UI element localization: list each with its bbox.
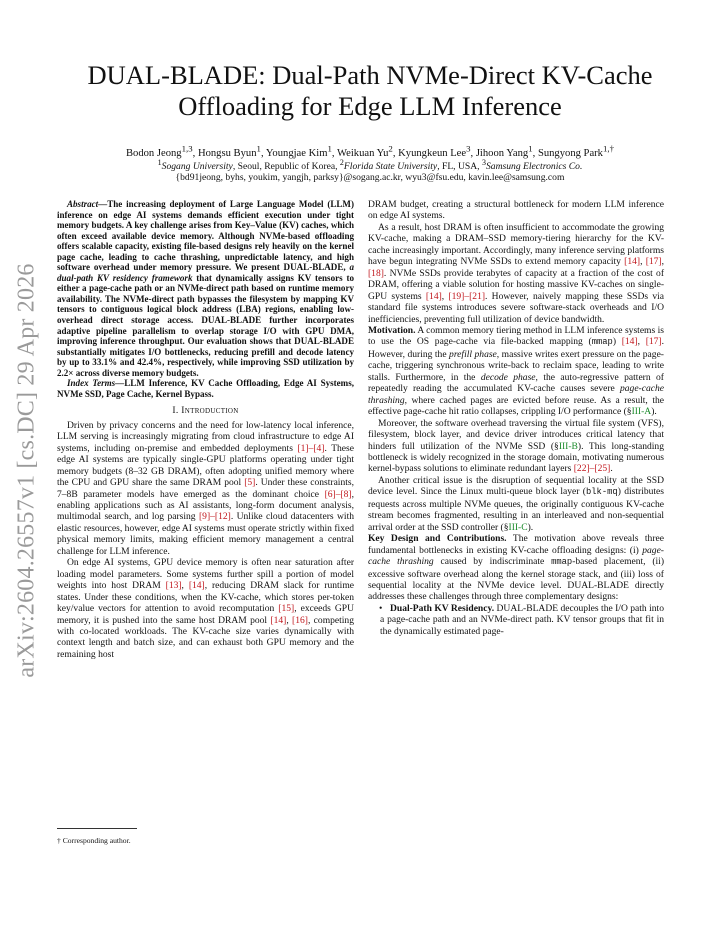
footnote-rule [57,828,137,829]
section-heading-introduction: I. Introduction [172,405,239,417]
abstract-text: —The increasing deployment of Large Language Model (LLM) inference on edge AI systems demands efficient execution under tight memory budgets. A key challenge arises from Key–Value (KV) caches, which often exceed available device memory. Although NVMe-based offloading offers scalable capacity, existing file-based designs rely heavily on the kernel page cache, leading to cache thrashing, unpredictable latency, and high software overhead under memory pressure. We present DUAL-BLADE, a dual-path KV residency framework that dynamically assigns KV tensors to either a page-cache path or an NVMe-direct path based on runtime memory availability. The NVMe-direct path bypasses the filesystem by mapping KV tensors to contiguous logical block address (LBA) regions, enabling low-overhead direct storage access. DUAL-BLADE further incorporates adaptive pipeline parallelism to overlap storage I/O with GPU DMA, improving inference throughput. Our evaluation shows that DUAL-BLADE substantially mitigates I/O bottlenecks, reducing prefill and decode latency by up to 33.1% and 42.4%, respectively, while improving SSD utilization by 2.2× across diverse memory budgets. [57,199,354,378]
author-emails: {bd91jeong, byhs, youkim, yangjh, parksy}@sogang.ac.kr, wyu3@fsu.edu, kavin.lee@samsung.com [175,172,565,183]
affiliations [40,157,700,173]
index-terms-label: Index Terms [67,378,116,389]
abstract-label: Abstract [67,199,99,209]
arxiv-identifier-stamp [4,250,50,690]
paper-title [40,60,700,122]
arxiv-identifier-text: arXiv:2604.26557v1 [cs.DC] 29 Apr 2026 [13,262,40,678]
motivation-paragraph: Motivation. A common memory tiering method in LLM inference systems is to use the OS page-cache via file-backed mapping (mmap) [14], [17]. However, during the prefill phase, massive writes exert pressure on the page-cache, triggering synchronous write-back to reclaim space, leading to write stalls. Furthermore, in the decode phase, the auto-regressive pattern of repeatedly reading the accumulated KV-cache causes severe page-cache thrashing, where cached pages are evicted before reuse. As a result, the effective page-cache hit ratio collapses, crippling I/O performance (§III-A). [368,324,664,418]
sequential-locality-paragraph: Another critical issue is the disruption of sequential locality at the SSD device level. Since the Linux multi-queue block layer (blk-mq) distributes requests across multiple NVMe queues, the originally contiguous KV-cache stream becomes fragmented, resulting in an interleaved and non-sequential arrival order at the SSD controller (§III-C). [368,474,665,533]
software-overhead-paragraph: Moreover, the software overhead traversing the virtual file system (VFS), filesystem, block layer, and device driver introduces critical latency that hinders full utilization of the NVMe SSD (§III-B). This long-standing bottleneck is widely recognized in the storage domain, motivating numerous kernel-bypass solutions to eliminate redundant layers [22]–[25]. [368,417,664,475]
contributions-paragraph: Key Design and Contributions. The motivation above reveals three fundamental bottlenecks in existing KV-cache offloading designs: (i) page-cache thrashing caused by indiscriminate mmap-based placement, (ii) excessive software overhead along the kernel storage stack, and (iii) loss of sequential locality at the NVMe device level. DUAL-BLADE directly addresses these challenges through three complementary designs: [368,533,665,603]
right-paragraph-2: As a result, host DRAM is often insufficient to accommodate the growing KV-cache, making a DRAM–SSD memory-tiering hierarchy for the KV-cache increasingly important. Accordingly, many inference serving platforms have begun integrating NVMe SSDs to extend memory capacity [14], [17], [18]. NVMe SSDs provide terabytes of capacity at a fraction of the cost of DRAM, offering a viable solution for hosting massive KV-caches on single-GPU systems [14], [19]–[21]. However, naively mapping these SSDs via standard file systems introduces severe software-stack overheads and I/O inefficiencies, preventing full utilization of device bandwidth. [368,221,665,325]
index-terms-text: —LLM Inference, KV Cache Offloading, Edge AI Systems, NVMe SSD, Page Cache, Kernel Bypass. [57,378,354,399]
index-terms [57,378,354,399]
right-paragraph-1: DRAM budget, creating a structural bottleneck for modern LLM inference on edge AI systems. [368,199,664,222]
corresponding-author-footnote: † Corresponding author. [57,836,131,845]
abstract [57,199,354,378]
contribution-bullet-dual-path: • Dual-Path KV Residency. DUAL-BLADE decouples the I/O path into a page-cache path and an NVMe-direct path. KV tensor groups that fit in the dynamically estimated page- [368,603,664,637]
left-column [57,199,354,660]
title-line-1: DUAL-BLADE: Dual-Path NVMe-Direct KV-Cache [87,60,653,90]
affiliations-text: $^1$Sogang University, Seoul, Republic of Korea, $^2$Florida State University, FL, USA, $^3$Samsung Electronics Co. [157,158,583,173]
author-line: Bodon Jeong$^{1,3}$, Hongsu Byun$^1$, Youngjae Kim$^1$, Weikuan Yu$^2$, Kyungkeun Lee$^3$, Jihoon Yang$^1$, Sungyong Park$^{1,\dagger}$ [125,143,615,159]
intro-paragraph-1: Driven by privacy concerns and the need for low-latency local inference, LLM serving is increasingly migrating from cloud infrastructure to edge AI systems, including on-premise and embedded deployments [1]–[4]. These edge AI systems are typically single-GPU platforms operating under tight memory budgets (8–32 GB DRAM), often adopting unified memory where the CPU and GPU share the same DRAM pool [5]. Under these constraints, 7–8B parameter models have emerged as the dominant choice [6]–[8], enabling applications such as AI assistants, long-form document analysis, multimodal search, and log parsing [9]–[12]. Unlike cloud datacenters with elastic resources, however, edge AI systems must operate strictly within fixed physical memory limits, making efficient memory management a central challenge for LLM inference. [57,419,354,557]
right-column [368,199,664,637]
intro-paragraph-2: On edge AI systems, GPU device memory is often near saturation after loading model parameters. Some systems further spill a portion of model weights into host DRAM [13], [14], reducing DRAM slack for runtime states. Under these conditions, when the KV-cache, which stores per-token key/value vectors for attention to avoid recomputation [15], exceeds GPU memory, it is pushed into the same host DRAM pool [14], [16], competing with co-located workloads. The KV-cache size varies dynamically with context length and batch size, and can exhaust both GPU memory and the remaining host [57,557,354,660]
title-line-2: Offloading for Edge LLM Inference [178,91,562,121]
